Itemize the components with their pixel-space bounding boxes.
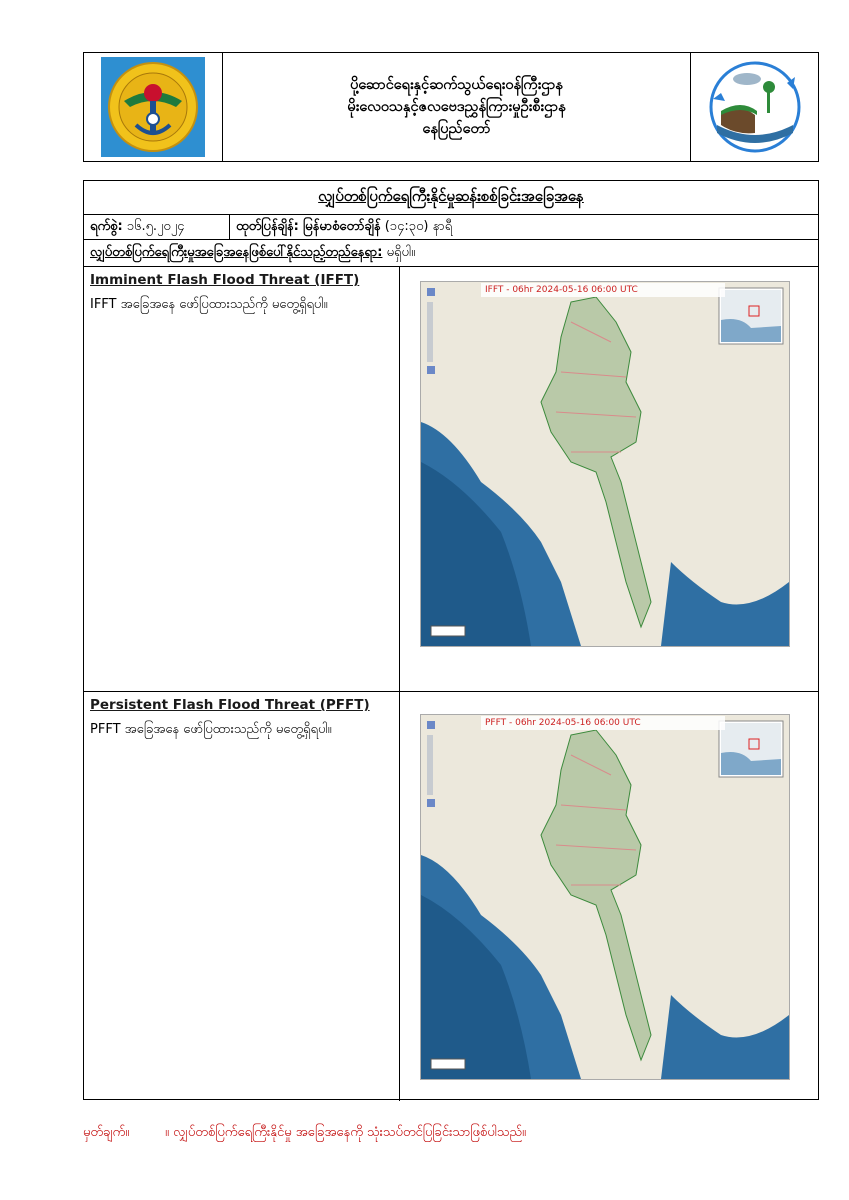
report-title-row xyxy=(84,181,818,215)
ifft-map-label: IFFT - 06hr 2024-05-16 06:00 UTC xyxy=(481,283,725,297)
affected-area-value: မရှိပါ။ xyxy=(386,245,416,260)
report-table xyxy=(83,180,819,1100)
pfft-body: PFFT အခြေအနေ ဖော်ပြထားသည်ကို မတွေ့ရှိရပါ။ xyxy=(90,722,332,737)
date-cell xyxy=(84,215,230,239)
ifft-body: IFFT အခြေအနေ ဖော်ပြထားသည်ကို မတွေ့ရှိရပါ။ xyxy=(90,297,328,312)
issue-time-label: ထုတ်ပြန်ချိန်: xyxy=(236,219,299,234)
department-name-line: မိုးလေဝသနှင့်ဇလဗေဒညွှန်ကြားမှုဦးစီးဌာန xyxy=(347,99,566,115)
ministry-emblem-icon xyxy=(84,53,223,161)
ifft-map-graphic xyxy=(421,282,789,646)
date-value: ၁၆.၅.၂၀၂၄ xyxy=(126,219,185,234)
ifft-map xyxy=(420,281,790,647)
pfft-title: Persistent Flash Flood Threat (PFFT) xyxy=(90,697,370,713)
ifft-section xyxy=(84,267,818,692)
letterhead xyxy=(83,52,819,162)
left-logo-cell xyxy=(84,53,223,161)
pfft-text-cell xyxy=(84,692,400,1101)
pfft-section xyxy=(84,692,818,1101)
note-text: ။ လျှပ်တစ်ပြက်ရေကြီးနိုင်မှု အခြေအနေကို သုံးသပ်တင်ပြခြင်းသာဖြစ်ပါသည်။ xyxy=(165,1125,526,1140)
issue-time-cell xyxy=(230,215,818,239)
note-label: မှတ်ချက်။ xyxy=(83,1125,130,1140)
issue-time-value: (၁၄:၃၀) နာရီ xyxy=(384,219,453,234)
report-title: လျှပ်တစ်ပြက်ရေကြီးနိုင်မှုဆန်းစစ်ခြင်းအခြေအနေ xyxy=(318,186,584,205)
footer-note xyxy=(83,1124,819,1144)
pfft-map-graphic xyxy=(421,715,789,1079)
ifft-title: Imminent Flash Flood Threat (IFFT) xyxy=(90,272,360,288)
date-label: ရက်စွဲ: xyxy=(90,219,123,234)
date-time-row xyxy=(84,215,818,240)
location-line: နေပြည်တော် xyxy=(422,121,491,137)
ifft-text-cell xyxy=(84,267,400,691)
ministry-name-line: ပို့ဆောင်ရေးနှင့်ဆက်သွယ်ရေးဝန်ကြီးဌာန xyxy=(350,77,563,93)
hydromet-logo-icon xyxy=(691,53,820,161)
affected-area-row xyxy=(84,240,818,267)
pfft-map xyxy=(420,714,790,1080)
ministry-name-block xyxy=(223,53,691,161)
pfft-map-label: PFFT - 06hr 2024-05-16 06:00 UTC xyxy=(481,716,725,730)
time-zone-label: မြန်မာစံတော်ချိန် xyxy=(303,219,381,234)
right-logo-cell xyxy=(691,53,820,161)
affected-area-label: လျှပ်တစ်ပြက်ရေကြီးမှုအခြေအနေဖြစ်ပေါ်နိုင်သည့်တည်နေရာ: xyxy=(90,245,383,260)
